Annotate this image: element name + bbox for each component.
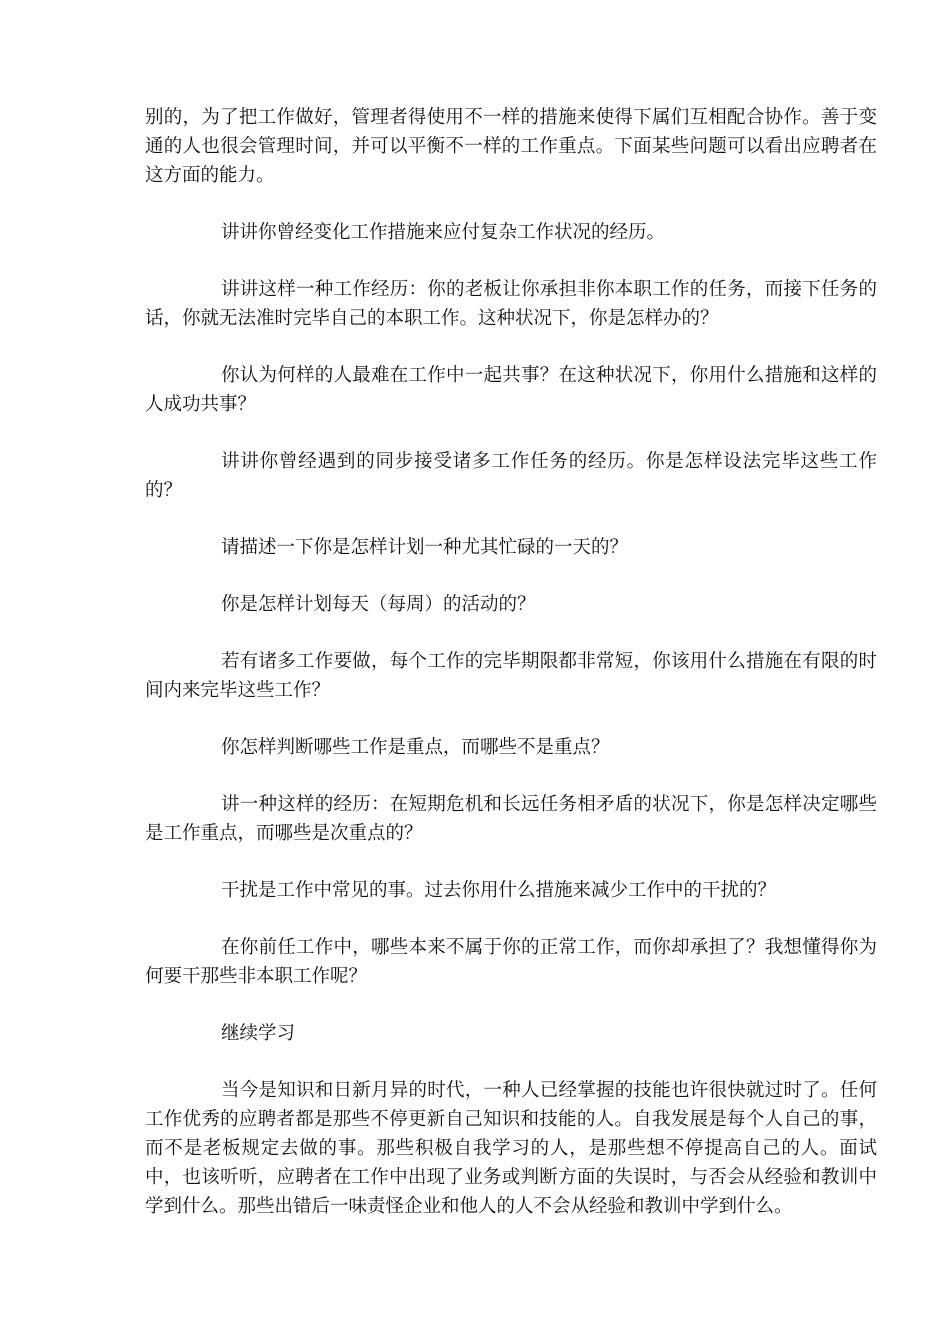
paragraph-question: 在你前任工作中，哪些本来不属于你的正常工作，而你却承担了？我想懂得你为何要干那些非本职工作呢？ <box>145 937 877 987</box>
paragraph-question: 讲一种这样的经历：在短期危机和长远任务相矛盾的状况下，你是怎样决定哪些是工作重点，而哪些是次重点的？ <box>145 794 877 844</box>
paragraph-body: 当今是知识和日新月异的时代，一种人已经掌握的技能也许很快就过时了。任何工作优秀的应聘者都是那些不停更新自己知识和技能的人。自我发展是每个人自己的事，而不是老板规定去做的事。那些积极自我学习的人，是那些想不停提高自己的人。面试中，也该听听，应聘者在工作中出现了业务或判断方面的失误时，与否会从经验和教训中学到什么。那些出错后一味责怪企业和他人的人不会从经验和教训中学到什么。 <box>145 1080 877 1217</box>
paragraph-intro: 别的，为了把工作做好，管理者得使用不一样的措施来使得下属们互相配合协作。善于变通的人也很会管理时间，并可以平衡不一样的工作重点。下面某些问题可以看出应聘者在这方面的能力。 <box>145 107 877 186</box>
paragraph-question: 讲讲你曾经变化工作措施来应付复杂工作状况的经历。 <box>221 222 666 243</box>
section-heading: 继续学习 <box>221 1023 296 1044</box>
paragraph-question: 讲讲这样一种工作经历：你的老板让你承担非你本职工作的任务，而接下任务的话，你就无法准时完毕自己的本职工作。这种状况下，你是怎样办的？ <box>145 279 877 329</box>
paragraph-question: 请描述一下你是怎样计划一种尤其忙碌的一天的？ <box>221 537 629 558</box>
document-body <box>145 103 877 1249</box>
paragraph-question: 你是怎样计划每天（每周）的活动的？ <box>221 594 536 615</box>
paragraph-question: 你怎样判断哪些工作是重点，而哪些不是重点？ <box>221 737 610 758</box>
paragraph-question: 干扰是工作中常见的事。过去你用什么措施来减少工作中的干扰的？ <box>221 880 777 901</box>
paragraph-question: 你认为何样的人最难在工作中一起共事？在这种状况下，你用什么措施和这样的人成功共事？ <box>145 365 877 415</box>
paragraph-question: 若有诸多工作要做，每个工作的完毕期限都非常短，你该用什么措施在有限的时间内来完毕这些工作？ <box>145 651 877 701</box>
paragraph-question: 讲讲你曾经遇到的同步接受诸多工作任务的经历。你是怎样设法完毕这些工作的？ <box>145 451 877 501</box>
